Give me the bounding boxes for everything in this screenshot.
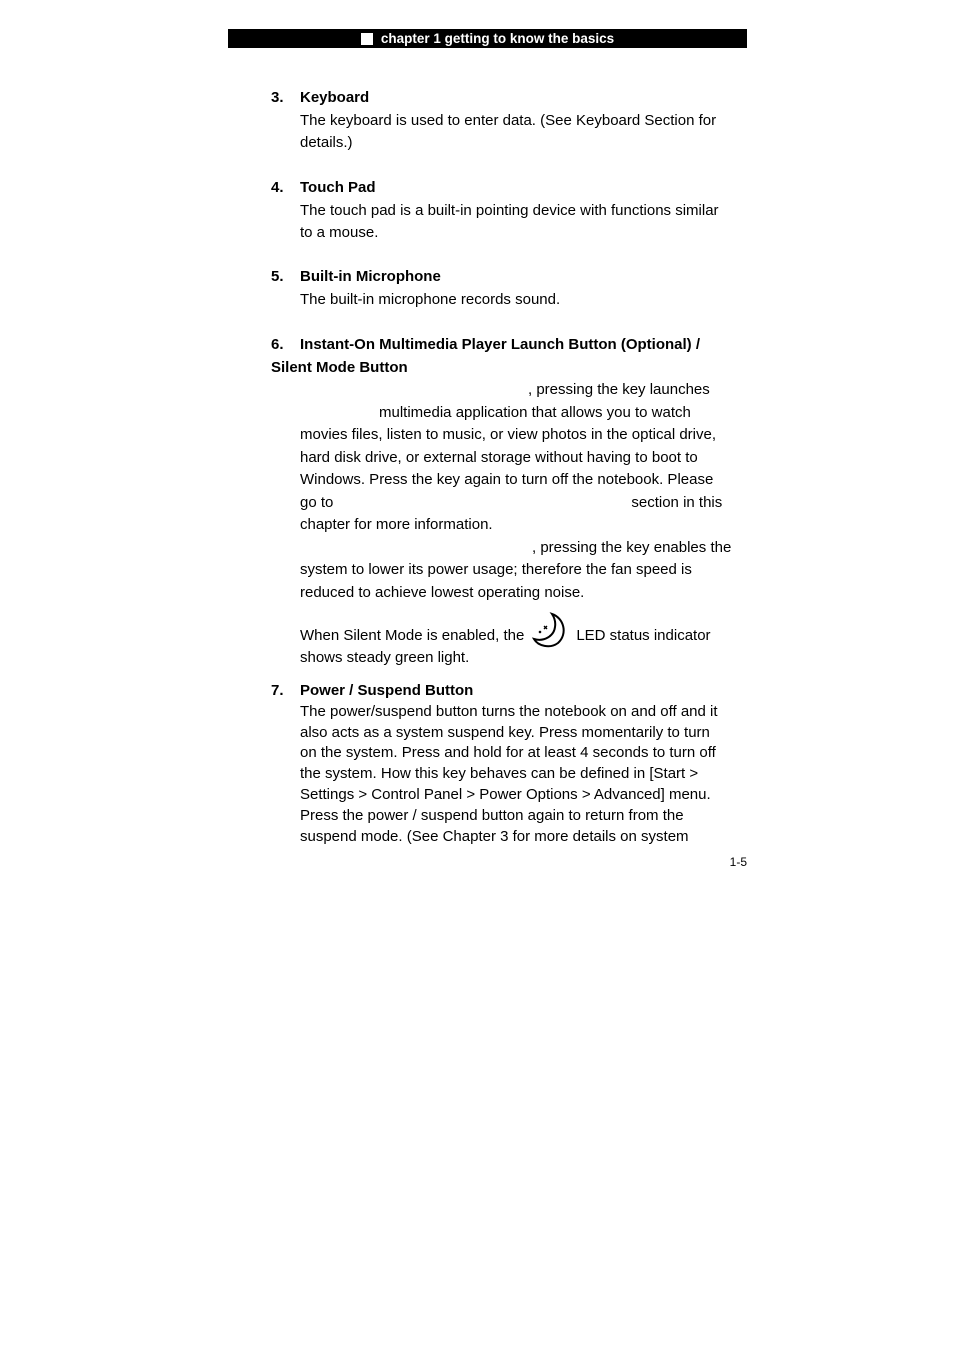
body-line: shows steady green light. xyxy=(300,649,470,666)
body-line: , pressing the key launches xyxy=(528,381,710,398)
item-body xyxy=(300,200,751,245)
square-icon xyxy=(361,33,373,45)
item-title-text: Keyboard xyxy=(300,89,370,106)
body-text-fragment: When Silent Mode is enabled, the xyxy=(300,627,525,644)
item-number: 3. xyxy=(271,89,284,106)
item-title xyxy=(271,266,751,289)
chapter-header xyxy=(228,29,747,48)
body-line: multimedia application that allows you to watch xyxy=(379,403,691,421)
item-power-suspend xyxy=(271,681,751,847)
body-line: movies files, listen to music, or view photos in the optical drive, xyxy=(300,426,717,443)
body-line: Press the power / suspend button again to return from the xyxy=(300,806,684,824)
item-title-text: Touch Pad xyxy=(300,179,376,196)
body-line xyxy=(300,492,751,515)
led-status-paragraph xyxy=(300,612,751,668)
item-title xyxy=(271,334,751,357)
body-line: The power/suspend button turns the notebook on and off and it xyxy=(300,702,718,720)
body-line: , pressing the key enables the xyxy=(532,538,732,556)
body-line: details.) xyxy=(300,134,353,151)
item-body xyxy=(300,702,751,848)
body-line xyxy=(300,612,751,648)
body-line: Settings > Control Panel > Power Options > Advanced] menu. xyxy=(300,785,711,803)
page-number: 1-5 xyxy=(729,855,747,869)
body-line: the system. How this key behaves can be defined in [Start > xyxy=(300,765,699,783)
body-line: The built-in microphone records sound. xyxy=(300,290,561,308)
item-microphone xyxy=(271,266,751,311)
item-number: 7. xyxy=(271,682,284,699)
body-line: on the system. Press and hold for at least 4 seconds to turn off xyxy=(300,744,716,762)
item-number: 6. xyxy=(271,336,284,353)
moon-icon xyxy=(530,612,570,648)
item-title xyxy=(271,177,751,200)
body-line: chapter for more information. xyxy=(300,516,493,533)
body-line: to a mouse. xyxy=(300,224,379,241)
item-title xyxy=(271,681,751,702)
body-line: Windows. Press the key again to turn off the notebook. Please xyxy=(300,471,714,488)
item-title-text: Power / Suspend Button xyxy=(300,682,474,699)
body-line: suspend mode. (See Chapter 3 for more details on system xyxy=(300,827,689,845)
chapter-title: chapter 1 getting to know the basics xyxy=(380,31,615,46)
body-line: hard disk drive, or external storage without having to boot to xyxy=(300,448,698,466)
body-line: system to lower its power usage; therefore the fan speed is xyxy=(300,561,692,578)
item-body xyxy=(300,379,751,604)
body-text-fragment: section in this xyxy=(631,493,723,511)
item-title-text-2: Silent Mode Button xyxy=(271,358,408,376)
item-touch-pad xyxy=(271,177,751,245)
item-title-text: Instant-On Multimedia Player Launch Button (Optional) / xyxy=(300,336,701,353)
item-title xyxy=(271,87,751,110)
item-title-text: Built-in Microphone xyxy=(300,268,441,285)
item-number: 5. xyxy=(271,268,284,285)
body-text-fragment: LED status indicator xyxy=(576,627,711,644)
body-line: also acts as a system suspend key. Press momentarily to turn xyxy=(300,723,710,741)
item-body xyxy=(300,110,751,155)
body-line: The keyboard is used to enter data. (See Keyboard Section for xyxy=(300,111,717,129)
body-line: reduced to achieve lowest operating noise. xyxy=(300,583,585,601)
body-text-fragment: go to xyxy=(300,493,334,511)
item-body xyxy=(300,289,751,312)
item-keyboard xyxy=(271,87,751,155)
item-instant-on-silent-mode xyxy=(271,334,751,668)
item-number: 4. xyxy=(271,179,284,196)
body-line: The touch pad is a built-in pointing device with functions similar xyxy=(300,201,719,219)
